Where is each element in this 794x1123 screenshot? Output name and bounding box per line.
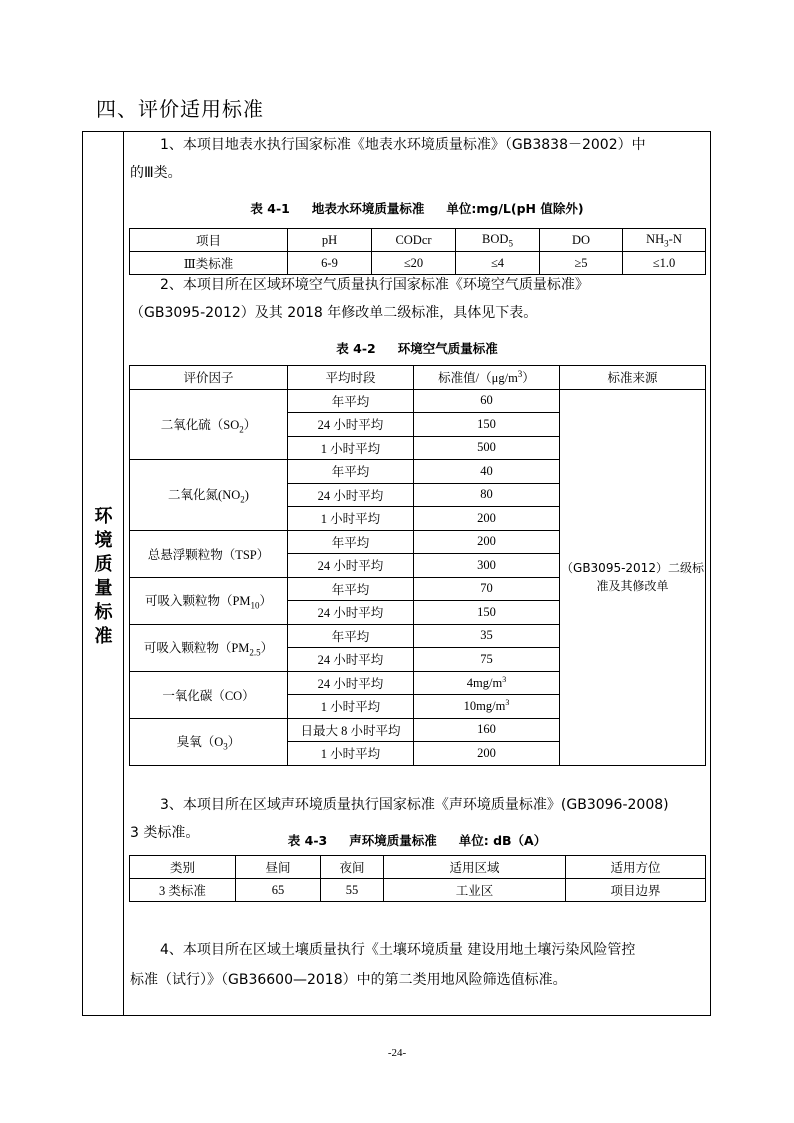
header-cell: 标准来源 [560,366,706,390]
table3-caption [130,831,704,849]
value-cell: $4mg/m^3$ [414,671,560,695]
caption-unit: 单位:mg/L(pH 值除外) [446,201,584,216]
side-char: 标 [94,602,113,623]
period-cell: 1 小时平均 [288,695,414,719]
factor-cell: 可吸入颗粒物$(PM_{10})$ [130,577,288,624]
period-cell: 24 小时平均 [288,413,414,437]
table-cell: 3 类标准 [130,879,236,902]
para-line: 标准（试行）》（GB36600—2018）中的第二类用地风险筛选值标准。 [130,972,567,988]
period-cell: 24 小时平均 [288,648,414,672]
section-heading: 四、评价适用标准 [96,97,264,121]
header-cell: DO [540,229,623,252]
para-line: （GB3095-2012）及其 2018 年修改单二级标准，具体见下表。 [130,305,538,321]
air-quality-table [129,365,706,766]
value-cell: 35 [414,624,560,648]
table1-caption [130,199,704,217]
period-cell: 年平均 [288,530,414,554]
para-line: 2、本项目所在区域环境空气质量执行国家标准《环境空气质量标准》 [160,277,589,293]
header-cell: 类别 [130,856,236,879]
period-cell: 年平均 [288,460,414,484]
value-cell: 40 [414,460,560,484]
value-cell: 60 [414,389,560,413]
caption-number: 表 4-3 [287,833,328,848]
side-column [83,132,124,1015]
value-cell: 200 [414,742,560,766]
side-char: 准 [94,626,113,647]
factor-cell: 一氧化碳（CO） [130,671,288,718]
period-cell: 24 小时平均 [288,483,414,507]
surface-water-table [129,228,706,275]
header-cell: 标准值$/(\mu g/m^3)$ [414,366,560,390]
period-cell: 24 小时平均 [288,671,414,695]
table-cell: ≤4 [456,252,540,275]
value-cell: 300 [414,554,560,578]
caption-number: 表 4-1 [250,201,290,216]
side-char: 境 [94,530,113,551]
para-line: 3、本项目所在区域声环境质量执行国家标准《声环境质量标准》(GB3096-2008) [160,797,669,813]
value-cell: 200 [414,507,560,531]
header-cell: 昼间 [236,856,321,879]
factor-cell: 二氧化氮$(NO_2)$ [130,460,288,531]
noise-table [129,855,706,902]
header-cell: $NH_3-N$ [623,229,706,252]
caption-title: 地表水环境质量标准 [311,201,425,216]
table-cell: ≤20 [372,252,456,275]
value-cell: 75 [414,648,560,672]
table-header-row [130,856,706,879]
caption-number: 表 4-2 [336,341,376,356]
table-cell: Ⅲ类标准 [130,252,288,275]
period-cell: 1 小时平均 [288,436,414,460]
caption-unit: 单位: dB（A） [458,833,547,848]
value-cell: $10mg/m^3$ [414,695,560,719]
side-char: 量 [94,578,113,599]
table-header-row [130,366,706,390]
factor-cell: 可吸入颗粒物$(PM_{2.5})$ [130,624,288,671]
period-cell: 24 小时平均 [288,554,414,578]
value-cell: 150 [414,601,560,625]
source-cell: （GB3095-2012）二级标准及其修改单 [560,389,706,765]
header-cell: 适用方位 [566,856,706,879]
period-cell: 年平均 [288,624,414,648]
para-line: 的Ⅲ类。 [130,165,182,181]
value-cell: 70 [414,577,560,601]
factor-cell: 臭氧$(O_3)$ [130,718,288,765]
table-cell: 55 [321,879,384,902]
factor-cell: 二氧化硫$(SO_2)$ [130,389,288,460]
page-number: -24- [387,1047,407,1059]
table-row [130,389,706,413]
header-cell: $BOD_5$ [456,229,540,252]
header-cell: 夜间 [321,856,384,879]
period-cell: 日最大 8 小时平均 [288,718,414,742]
value-cell: 80 [414,483,560,507]
header-cell: 评价因子 [130,366,288,390]
table-cell: 65 [236,879,321,902]
value-cell: 500 [414,436,560,460]
header-cell: 适用区域 [384,856,566,879]
paragraph-soil [130,935,710,995]
factor-cell: 总悬浮颗粒物（TSP） [130,530,288,577]
period-cell: 1 小时平均 [288,507,414,531]
header-cell: pH [288,229,372,252]
paragraph-surface-water [130,131,710,187]
period-cell: 1 小时平均 [288,742,414,766]
table-cell: 工业区 [384,879,566,902]
table-header-row [130,229,706,252]
table-cell: 6-9 [288,252,372,275]
side-char: 环 [94,506,113,527]
header-cell: 平均时段 [288,366,414,390]
table-cell: ≥5 [540,252,623,275]
header-cell: 项目 [130,229,288,252]
period-cell: 年平均 [288,389,414,413]
value-cell: 150 [414,413,560,437]
period-cell: 24 小时平均 [288,601,414,625]
side-label [83,505,124,649]
caption-title: 声环境质量标准 [349,833,437,848]
para-line: 3 类标准。 [130,825,200,841]
side-char: 质 [94,554,113,575]
table2-caption [130,339,704,357]
table-cell: 项目边界 [566,879,706,902]
value-cell: 200 [414,530,560,554]
para-line: 1、本项目地表水执行国家标准《地表水环境质量标准》（GB3838－2002）中 [160,137,646,153]
header-cell: CODcr [372,229,456,252]
para-line: 4、本项目所在区域土壤质量执行《土壤环境质量 建设用地土壤污染风险管控 [160,942,636,958]
value-cell: 160 [414,718,560,742]
period-cell: 年平均 [288,577,414,601]
table-row [130,879,706,902]
table-cell: ≤1.0 [623,252,706,275]
paragraph-air [130,271,710,327]
caption-title: 环境空气质量标准 [397,341,498,356]
